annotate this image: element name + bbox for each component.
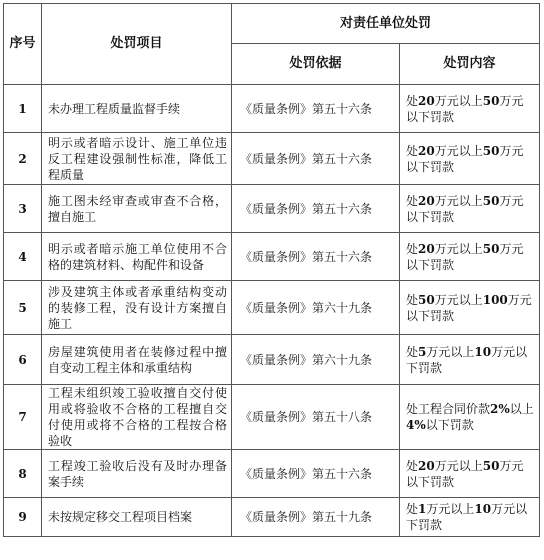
penalty-basis: 《质量条例》第五十九条 <box>232 498 400 537</box>
header-group: 对责任单位处罚 <box>232 4 540 44</box>
penalty-item: 明示或者暗示设计、施工单位违反工程建设强制性标准，降低工程质量 <box>42 133 232 185</box>
penalty-content-segment: 万元以下罚款 <box>406 241 524 272</box>
penalty-content <box>400 450 540 498</box>
penalty-content-segment: 2% <box>490 402 510 416</box>
penalty-content-segment: 10 <box>474 344 492 359</box>
header-item: 处罚项目 <box>42 4 232 85</box>
table-row <box>4 185 540 233</box>
table-row <box>4 498 540 537</box>
penalty-basis: 《质量条例》第五十六条 <box>232 85 400 133</box>
row-number: 6 <box>4 335 42 385</box>
penalty-content-segment: 万元以下罚款 <box>406 143 524 174</box>
table-row <box>4 335 540 385</box>
penalty-content-segment: 万元以下罚款 <box>406 193 524 224</box>
penalty-content-segment: 20 <box>418 193 435 208</box>
penalty-content-segment: 处 <box>406 143 419 158</box>
penalty-content-segment: 50 <box>482 241 500 256</box>
penalty-basis: 《质量条例》第五十六条 <box>232 233 400 281</box>
penalty-basis: 《质量条例》第六十九条 <box>232 281 400 335</box>
penalty-basis: 《质量条例》第六十九条 <box>232 335 400 385</box>
penalty-item: 施工图未经审查或审查不合格，擅自施工 <box>42 185 232 233</box>
penalty-content-segment: 5 <box>418 344 427 359</box>
penalty-content-segment: 万元以上 <box>434 458 483 473</box>
penalty-content-segment: 20 <box>418 241 435 256</box>
table-row <box>4 233 540 281</box>
row-number: 5 <box>4 281 42 335</box>
penalty-content-segment: 万元以上 <box>434 93 483 108</box>
row-number: 7 <box>4 385 42 450</box>
penalty-content <box>400 281 540 335</box>
penalty-content <box>400 335 540 385</box>
table-row <box>4 85 540 133</box>
table-row <box>4 450 540 498</box>
penalty-content-segment: 20 <box>418 143 435 158</box>
penalty-content-segment: 处 <box>406 292 419 307</box>
header-content: 处罚内容 <box>400 44 540 85</box>
penalty-content-segment: 50 <box>482 93 500 108</box>
row-number: 3 <box>4 185 42 233</box>
penalty-content-segment: 处 <box>406 93 419 108</box>
penalty-content-segment: 50 <box>482 193 500 208</box>
penalty-content-segment: 50 <box>482 458 500 473</box>
penalty-content-segment: 4% <box>406 418 426 432</box>
row-number: 1 <box>4 85 42 133</box>
penalty-content-segment: 万元以上 <box>434 193 483 208</box>
penalty-content-segment: 50 <box>482 143 500 158</box>
penalty-basis: 《质量条例》第五十六条 <box>232 185 400 233</box>
row-number: 9 <box>4 498 42 537</box>
penalty-content-segment: 以上 <box>509 402 534 416</box>
penalty-item: 工程未组织竣工验收擅自交付使用或将验收不合格的工程擅自交付使用或将不合格的工程按合格验收 <box>42 385 232 450</box>
table-body <box>4 85 540 537</box>
penalty-content-segment: 处 <box>406 193 419 208</box>
penalty-basis: 《质量条例》第五十六条 <box>232 133 400 185</box>
penalty-content <box>400 233 540 281</box>
table-row <box>4 133 540 185</box>
penalty-content-segment: 10 <box>474 502 492 516</box>
table-header <box>4 4 540 85</box>
penalty-content <box>400 133 540 185</box>
header-basis: 处罚依据 <box>232 44 400 85</box>
penalty-item: 未办理工程质量监督手续 <box>42 85 232 133</box>
penalty-content-segment: 万元以上 <box>426 502 475 516</box>
row-number: 8 <box>4 450 42 498</box>
penalty-content-segment: 50 <box>418 292 435 307</box>
penalty-content-segment: 万元以下罚款 <box>406 502 528 532</box>
penalty-content-segment: 万元以下罚款 <box>406 458 524 489</box>
penalty-item: 未按规定移交工程项目档案 <box>42 498 232 537</box>
penalty-content-segment: 万元以上 <box>434 292 483 307</box>
header-no: 序号 <box>4 4 42 85</box>
table-row <box>4 281 540 335</box>
penalty-content <box>400 385 540 450</box>
penalty-content-segment: 以下罚款 <box>425 418 474 432</box>
penalty-content-segment: 万元以下罚款 <box>406 93 524 124</box>
penalty-content-segment: 处 <box>406 458 419 473</box>
penalty-content-segment: 处 <box>406 344 419 359</box>
penalty-table <box>3 3 540 537</box>
penalty-table-container <box>3 3 540 537</box>
penalty-content-segment: 处 <box>406 241 419 256</box>
table-row <box>4 385 540 450</box>
penalty-basis: 《质量条例》第五十六条 <box>232 450 400 498</box>
penalty-content <box>400 85 540 133</box>
penalty-content-segment: 20 <box>418 93 435 108</box>
penalty-content-segment: 100 <box>482 292 508 307</box>
penalty-content-segment: 万元以下罚款 <box>406 344 528 375</box>
penalty-content-segment: 万元以上 <box>426 344 475 359</box>
row-number: 2 <box>4 133 42 185</box>
penalty-basis: 《质量条例》第五十八条 <box>232 385 400 450</box>
penalty-content-segment: 万元以上 <box>434 143 483 158</box>
penalty-item: 工程竣工验收后没有及时办理备案手续 <box>42 450 232 498</box>
penalty-content-segment: 1 <box>418 502 427 516</box>
penalty-content <box>400 498 540 537</box>
penalty-content <box>400 185 540 233</box>
row-number: 4 <box>4 233 42 281</box>
penalty-content-segment: 处 <box>406 502 419 516</box>
penalty-content-segment: 处工程合同价款 <box>406 402 491 416</box>
penalty-content-segment: 万元以上 <box>434 241 483 256</box>
penalty-item: 房屋建筑使用者在装修过程中擅自变动工程主体和承重结构 <box>42 335 232 385</box>
penalty-item: 明示或者暗示施工单位使用不合格的建筑材料、构配件和设备 <box>42 233 232 281</box>
penalty-item: 涉及建筑主体或者承重结构变动的装修工程，没有设计方案擅自施工 <box>42 281 232 335</box>
penalty-content-segment: 20 <box>418 458 435 473</box>
penalty-content-segment: 万元以下罚款 <box>406 292 532 323</box>
